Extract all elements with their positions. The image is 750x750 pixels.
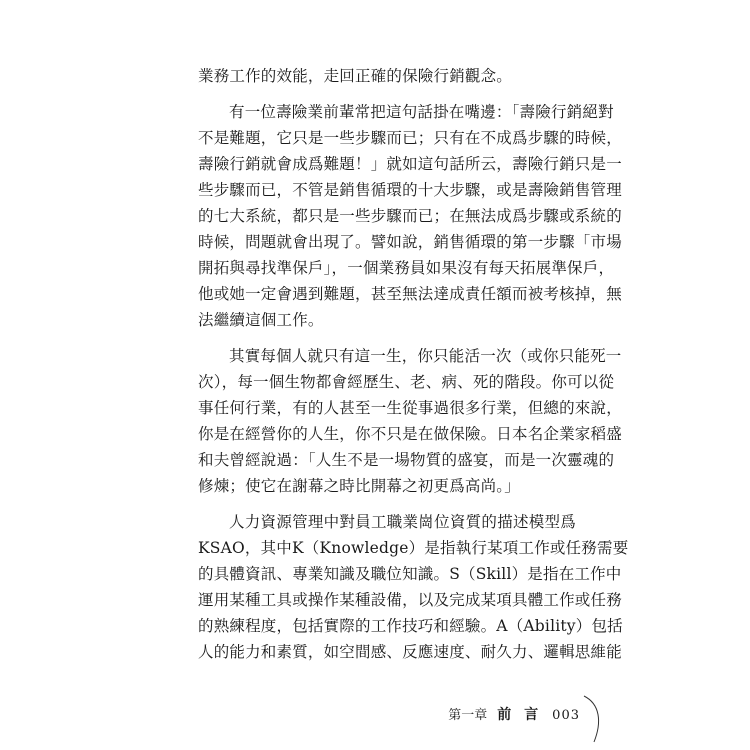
paragraph-line: 人的能力和素質，如空間感、反應速度、耐久力、邏輯思維能 xyxy=(198,643,622,661)
paragraph-line: 有一位壽險業前輩常把這句話掛在嘴邊：「壽險行銷絕對 xyxy=(229,103,614,121)
paragraph-line: 修煉；使它在謝幕之時比開幕之初更爲高尚。」 xyxy=(198,477,520,495)
paragraph-line: 業務工作的效能，走回正確的保險行銷觀念。 xyxy=(198,67,513,85)
running-footer xyxy=(448,704,580,724)
paragraph-line: 次），每一個生物都會經歷生、老、病、死的階段。你可以從 xyxy=(198,373,615,391)
paragraph-line: 和夫曾經說過：「人生不是一場物質的盛宴，而是一次靈魂的 xyxy=(198,451,615,469)
paragraph-gap xyxy=(198,333,576,343)
paragraph-gap xyxy=(198,499,576,509)
paragraph-line: 的熟練程度，包括實際的工作技巧和經驗。A（Ability）包括 xyxy=(198,617,623,635)
paragraph-line: 壽險行銷就會成爲難題！」就如這句話所云，壽險行銷只是一 xyxy=(198,155,622,173)
paragraph-line: 事任何行業，有的人甚至一生從事過很多行業，但總的來說， xyxy=(198,399,622,417)
paragraph-line: 的具體資訊、專業知識及職位知識。S（Skill）是指在工作中 xyxy=(198,565,622,583)
paragraph-line: 人力資源管理中對員工職業崗位資質的描述模型爲 xyxy=(229,513,576,531)
paragraph-line: 的七大系統，都只是一些步驟而已；在無法成爲步驟或系統的 xyxy=(198,207,622,225)
paragraph-line: 些步驟而已，不管是銷售循環的十大步驟，或是壽險銷售管理 xyxy=(198,181,622,199)
paragraph-gap xyxy=(198,89,576,99)
paragraph-line: 時候，問題就會出現了。譬如說，銷售循環的第一步驟「市場 xyxy=(198,233,622,251)
chapter-label: 第一章 xyxy=(448,708,488,723)
body-text xyxy=(198,63,629,665)
paragraph-line: 開拓與尋找準保戶」，一個業務員如果沒有每天拓展準保戶， xyxy=(198,259,615,277)
page-footer xyxy=(0,700,750,730)
paragraph-line: 他或她一定會遇到難題，甚至無法達成責任額而被考核掉，無 xyxy=(198,285,622,303)
paragraph-line: 法繼續這個工作。 xyxy=(198,311,324,329)
paragraph-line: 運用某種工具或操作某種設備，以及完成某項具體工作或任務 xyxy=(198,591,622,609)
chapter-title: 前 言 xyxy=(497,707,543,723)
paragraph-line: KSAO，其中K（Knowledge）是指執行某項工作或任務需要 xyxy=(198,539,629,557)
page-number: 003 xyxy=(552,708,580,723)
paragraph-line: 其實每個人就只有這一生，你只能活一次（或你只能死一 xyxy=(229,347,622,365)
paragraph-line: 你是在經營你的人生，你不只是在做保險。日本名企業家稻盛 xyxy=(198,425,622,443)
paragraph-line: 不是難題，它只是一些步驟而已；只有在不成爲步驟的時候， xyxy=(198,129,622,147)
footer-bracket-ornament xyxy=(580,694,610,744)
